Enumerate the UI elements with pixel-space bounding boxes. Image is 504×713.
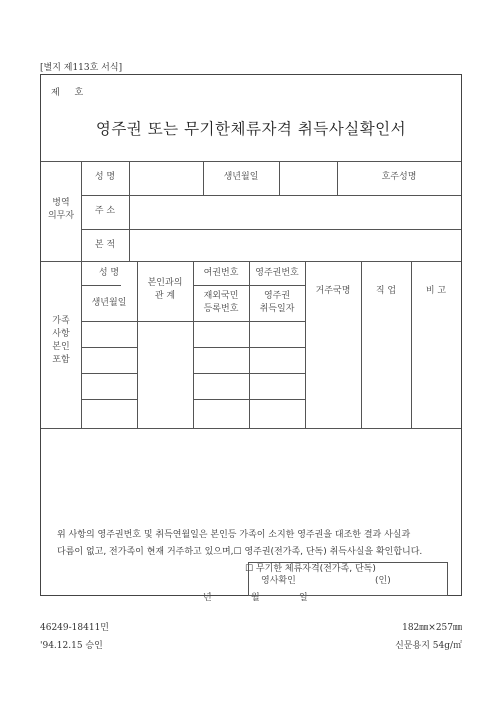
statement-line-1: 위 사항의 영주권번호 및 취득연월일은 본인등 가족이 소지한 영주권을 대조한 결과 사실과 (57, 530, 411, 540)
consul-confirmation-label: 영사확인 (261, 576, 296, 586)
date-day-label: 일 (299, 593, 308, 603)
form-number: [별지 제113호 서식] (40, 63, 123, 73)
seal-mark: (인) (375, 576, 391, 586)
paper-size: 182㎜×257㎜ (402, 623, 462, 633)
statement-line-2: 다름이 없고, 전가족이 현재 거주하고 있으며, (57, 547, 234, 557)
remarks-header: 비 고 (425, 286, 447, 296)
family-name-header: 성 명 (98, 268, 120, 278)
overseas-reg-no-header: 재외국민 등록번호 (203, 291, 239, 314)
passport-no-header: 여권번호 (203, 268, 239, 278)
relation-header: 본인과의 관 계 (147, 278, 183, 301)
approval-date: '94.12.15 승인 (40, 641, 103, 651)
birth-date-label: 생년월일 (223, 172, 259, 182)
paper-type: 신문용지 54g/㎡ (395, 641, 462, 651)
pr-option-checkbox[interactable]: ☐ 영주권(전가족, 단독) 취득사실을 확인합니다. (233, 547, 423, 557)
address-label: 주 소 (94, 206, 116, 216)
family-section-label: 가족 사항 본인 포함 (52, 316, 70, 365)
form-grid (41, 161, 461, 505)
name-label: 성 명 (94, 172, 116, 182)
domicile-label: 본 적 (94, 240, 116, 250)
document-number-label: 제 호 (51, 88, 90, 98)
date-month-label: 월 (251, 593, 260, 603)
unlimited-stay-option-checkbox[interactable]: ☐ 무기한 체류자격(전가족, 단독) (245, 564, 376, 574)
form-code: 46249-18411민 (40, 623, 109, 633)
page-title: 영주권 또는 무기한체류자격 취득사실확인서 (95, 120, 407, 138)
pr-date-header: 영주권 취득일자 (259, 291, 295, 314)
occupation-header: 직 업 (375, 286, 397, 296)
title-area (41, 75, 461, 161)
document-frame (40, 74, 462, 603)
family-birth-header: 생년월일 (91, 298, 127, 308)
country-header: 거주국명 (315, 286, 351, 296)
household-head-label: 호주성명 (381, 172, 417, 182)
consul-confirmation-box (248, 562, 448, 596)
date-year-label: 년 (203, 593, 212, 603)
obligor-section-label: 병역 의무자 (47, 198, 75, 221)
pr-number-header: 영주권번호 (255, 268, 299, 278)
